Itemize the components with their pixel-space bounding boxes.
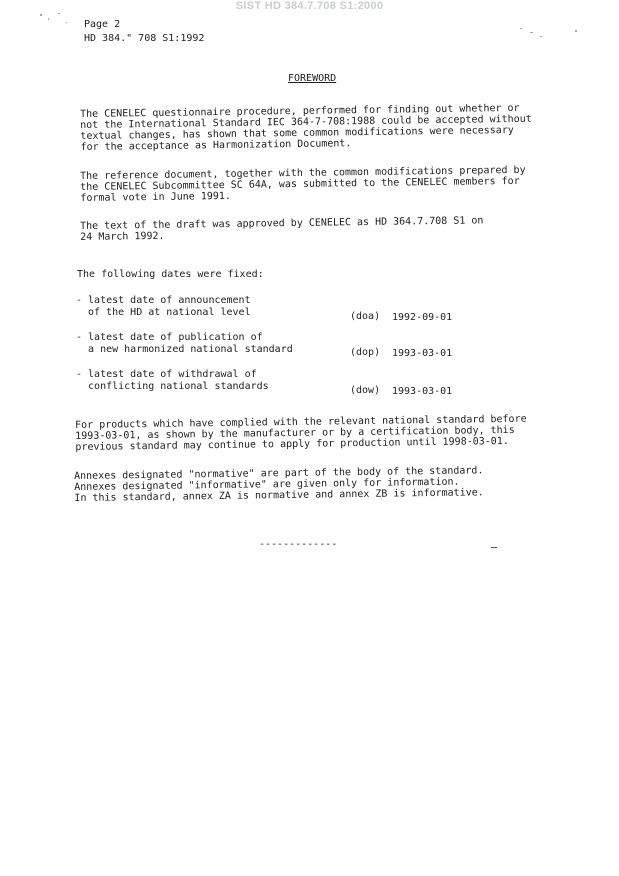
document-reference: HD 384." 708 S1:1992 bbox=[84, 33, 205, 44]
scan-speck bbox=[48, 18, 49, 20]
paragraph-reference-document: The reference document, together with the common modifications prepared by the CENELEC Subcommittee SC 64A, was submitted to the CENELEC members for formal vote in June 1991. bbox=[80, 164, 526, 204]
foreword-title: FOREWORD bbox=[288, 73, 337, 84]
scan-speck bbox=[540, 36, 542, 37]
scan-speck bbox=[66, 22, 67, 23]
end-rule: ------------- bbox=[259, 539, 338, 550]
scan-speck bbox=[58, 13, 60, 14]
paragraph-questionnaire: The CENELEC questionnaire procedure, performed for finding out whether or not the International Standard IEC 364-7-708:1988 could be accepted without textual changes, has shown that some common modifications were necessary for the acceptance as Harmonization Document. bbox=[80, 102, 532, 153]
paragraph-annexes: Annexes designated "normative" are part of the body of the standard. Annexes designated "informative" are given only for information. In this standard, annex ZA is normative and annex ZB is informative. bbox=[74, 465, 484, 504]
date-item-value: 1992-09-01 bbox=[392, 312, 453, 323]
date-item-doa bbox=[76, 295, 476, 323]
date-item-code: (dow) bbox=[350, 385, 381, 396]
scan-speck bbox=[575, 30, 577, 32]
dates-intro: The following dates were fixed: bbox=[77, 269, 264, 280]
date-item-value: 1993-03-01 bbox=[392, 348, 453, 359]
date-item-text: - latest date of announcement of the HD at national level bbox=[76, 295, 251, 318]
scan-speck bbox=[520, 28, 522, 29]
date-item-dop bbox=[76, 332, 476, 359]
scan-speck bbox=[40, 14, 42, 16]
date-item-code: (dop) bbox=[350, 347, 381, 358]
scan-speck bbox=[530, 32, 533, 33]
date-item-text: - latest date of withdrawal of conflicting national standards bbox=[76, 369, 269, 392]
date-item-text: - latest date of publication of a new harmonized national standard bbox=[76, 332, 293, 355]
date-item-dow bbox=[76, 369, 476, 397]
paragraph-approval: The text of the draft was approved by CENELEC as HD 364.7.708 S1 on 24 March 1992. bbox=[80, 215, 484, 243]
date-item-code: (doa) bbox=[350, 311, 381, 322]
watermark: SIST HD 384.7.708 S1:2000 bbox=[235, 0, 384, 12]
date-item-value: 1993-03-01 bbox=[392, 386, 453, 397]
paragraph-transition: For products which have complied with the relevant national standard before 1993-03-01, as shown by the manufacturer or by a certification body, this previous standard may continue to apply for production until 1998-03-01. bbox=[75, 413, 527, 453]
page-number: Page 2 bbox=[84, 19, 121, 30]
stray-mark bbox=[491, 547, 497, 548]
